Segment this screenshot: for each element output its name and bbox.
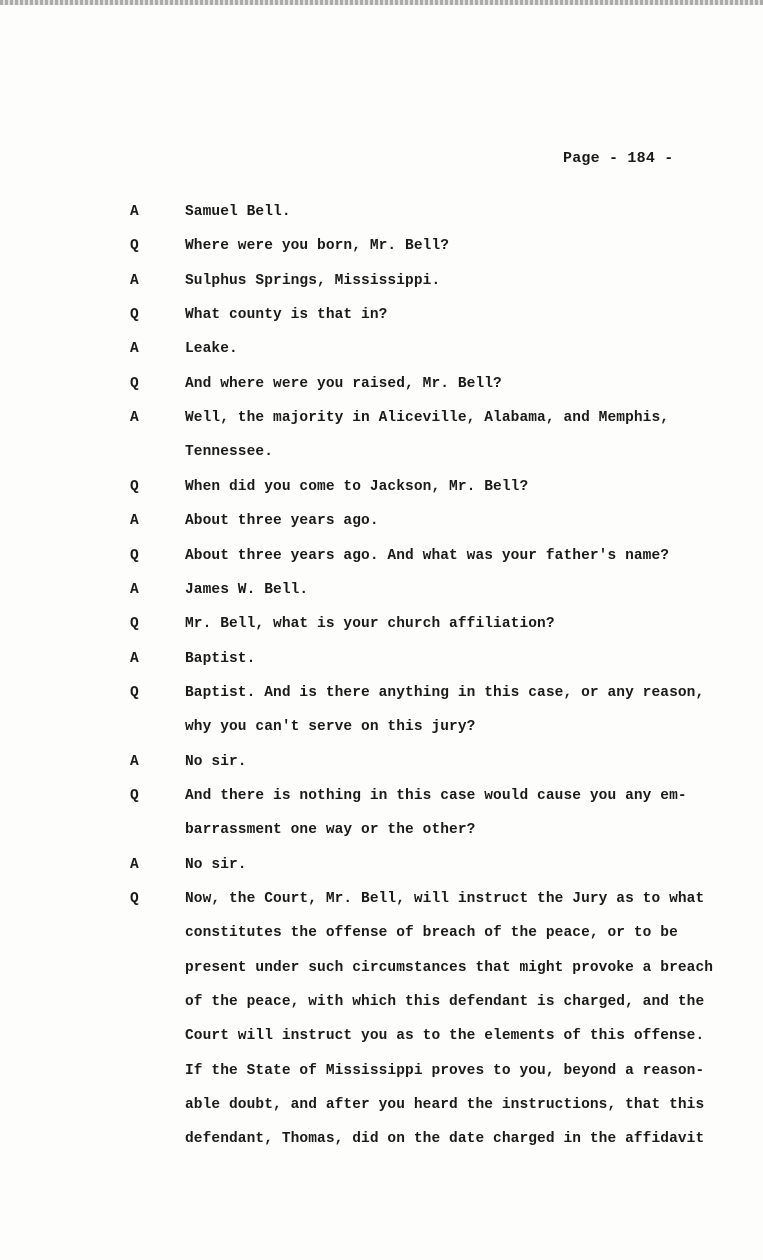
line-text: Court will instruct you as to the elements of this offense. xyxy=(185,1028,705,1045)
transcript-line xyxy=(0,754,763,774)
transcript-line xyxy=(0,960,763,980)
transcript-line xyxy=(0,822,763,842)
line-text: defendant, Thomas, did on the date charged in the affidavit xyxy=(185,1131,705,1148)
speaker-label: A xyxy=(130,410,139,427)
line-text: And where were you raised, Mr. Bell? xyxy=(185,375,502,392)
speaker-label: A xyxy=(130,650,139,667)
speaker-label: Q xyxy=(130,375,139,392)
speaker-label: Q xyxy=(130,238,139,255)
line-text: of the peace, with which this defendant is charged, and the xyxy=(185,994,705,1011)
transcript-line xyxy=(0,204,763,224)
speaker-label: Q xyxy=(130,307,139,324)
transcript-line xyxy=(0,479,763,499)
line-text: constitutes the offense of breach of the peace, or to be xyxy=(185,925,678,942)
transcript-line xyxy=(0,616,763,636)
transcript-line xyxy=(0,376,763,396)
line-text: Sulphus Springs, Mississippi. xyxy=(185,272,441,289)
line-text: No sir. xyxy=(185,856,247,873)
line-text: Tennessee. xyxy=(185,444,274,461)
transcript-line xyxy=(0,410,763,430)
line-text: About three years ago. xyxy=(185,513,379,530)
transcript-line xyxy=(0,341,763,361)
line-text: Mr. Bell, what is your church affiliation? xyxy=(185,616,555,633)
line-text: Now, the Court, Mr. Bell, will instruct the Jury as to what xyxy=(185,891,705,907)
transcript-line xyxy=(0,857,763,877)
line-text: able doubt, and after you heard the instructions, that this xyxy=(185,1097,705,1114)
transcript-line xyxy=(0,891,763,911)
speaker-label: A xyxy=(130,272,139,289)
speaker-label: A xyxy=(130,513,139,530)
speaker-label: A xyxy=(130,341,139,358)
transcript-line xyxy=(0,444,763,464)
transcript-line xyxy=(0,1063,763,1083)
line-text: barrassment one way or the other? xyxy=(185,822,476,839)
transcript-line xyxy=(0,273,763,293)
speaker-label: Q xyxy=(130,547,139,564)
transcript-line xyxy=(0,685,763,705)
speaker-label: Q xyxy=(130,787,139,804)
transcript-line xyxy=(0,582,763,602)
line-text: Baptist. And is there anything in this case, or any reason, xyxy=(185,684,705,701)
line-text: Leake. xyxy=(185,341,238,358)
transcript-line xyxy=(0,307,763,327)
line-text: Well, the majority in Aliceville, Alabama, and Memphis, xyxy=(185,410,670,427)
speaker-label: Q xyxy=(130,684,139,701)
line-text: Baptist. xyxy=(185,650,256,667)
line-text: When did you come to Jackson, Mr. Bell? xyxy=(185,478,529,495)
transcript-line xyxy=(0,238,763,258)
line-text: What county is that in? xyxy=(185,307,388,324)
transcript-line xyxy=(0,651,763,671)
line-text: Samuel Bell. xyxy=(185,204,291,220)
speaker-label: Q xyxy=(130,891,139,907)
speaker-label: A xyxy=(130,856,139,873)
line-text: No sir. xyxy=(185,753,247,770)
speaker-label: Q xyxy=(130,616,139,633)
transcript-line xyxy=(0,1097,763,1117)
speaker-label: Q xyxy=(130,478,139,495)
page-number: Page - 184 - xyxy=(563,150,674,167)
line-text: Where were you born, Mr. Bell? xyxy=(185,238,450,255)
transcript-line xyxy=(0,1028,763,1048)
transcript-line xyxy=(0,548,763,568)
speaker-label: A xyxy=(130,581,139,598)
line-text: James W. Bell. xyxy=(185,581,309,598)
transcript-line xyxy=(0,1131,763,1151)
line-text: If the State of Mississippi proves to you, beyond a reason- xyxy=(185,1062,705,1079)
line-text: present under such circumstances that might provoke a breach xyxy=(185,959,714,976)
speaker-label: A xyxy=(130,753,139,770)
transcript-line xyxy=(0,513,763,533)
transcript-line xyxy=(0,719,763,739)
line-text: why you can't serve on this jury? xyxy=(185,719,476,736)
transcript-line xyxy=(0,788,763,808)
line-text: And there is nothing in this case would cause you any em- xyxy=(185,787,687,804)
speaker-label: A xyxy=(130,204,139,220)
transcript-line xyxy=(0,994,763,1014)
page-top-edge xyxy=(0,0,763,5)
transcript-line xyxy=(0,925,763,945)
line-text: About three years ago. And what was your father's name? xyxy=(185,547,670,564)
